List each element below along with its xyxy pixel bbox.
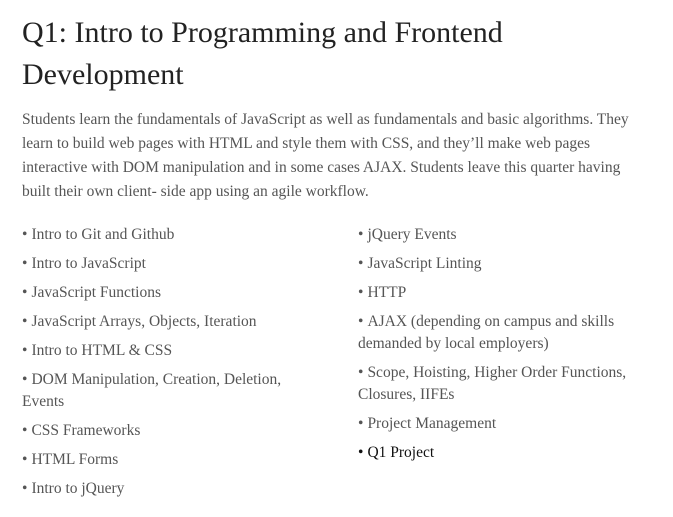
topic-label: Intro to Git and Github	[31, 226, 175, 243]
topic-item	[358, 253, 648, 275]
quarter-section	[22, 12, 662, 497]
topic-item	[358, 413, 648, 435]
topic-item	[22, 478, 312, 500]
topic-label: JavaScript Functions	[31, 284, 162, 301]
bullet-icon: •	[22, 480, 28, 497]
topic-label: JavaScript Arrays, Objects, Iteration	[31, 313, 257, 330]
page-title	[22, 12, 662, 96]
topic-item	[22, 369, 312, 413]
bullet-icon: •	[22, 422, 28, 439]
bullet-icon: •	[22, 313, 28, 330]
topic-item	[358, 362, 648, 406]
topic-label: Intro to jQuery	[31, 480, 125, 497]
bullet-icon: •	[358, 226, 364, 243]
bullet-icon: •	[22, 371, 28, 388]
topic-label: Q1 Project	[367, 444, 435, 461]
bullet-icon: •	[22, 451, 28, 468]
topic-label: CSS Frameworks	[31, 422, 141, 439]
topic-item	[22, 449, 312, 471]
topic-label: HTTP	[367, 284, 407, 301]
topic-item	[22, 311, 312, 333]
topic-label: Intro to JavaScript	[31, 255, 146, 272]
quarter-label: Q1:	[22, 16, 67, 49]
bullet-icon: •	[22, 342, 28, 359]
bullet-icon: •	[358, 313, 364, 330]
quarter-description: Students learn the fundamentals of JavaScript as well as fundamentals and basic algorithms. They learn to build web pages with HTML and style them with CSS, and they’ll make web pages interactive with DOM manipulation and in some cases AJAX. Students leave this quarter having built their own client- side app using an agile workflow.	[22, 111, 629, 200]
bullet-icon: •	[358, 255, 364, 272]
topic-item	[22, 420, 312, 442]
topic-item	[22, 224, 312, 246]
topic-label: DOM Manipulation, Creation, Deletion, Events	[22, 371, 282, 410]
bullet-icon: •	[22, 255, 28, 272]
topic-item	[358, 224, 648, 246]
topic-label: Intro to HTML & CSS	[31, 342, 173, 359]
topic-label: AJAX (depending on campus and skills demanded by local employers)	[358, 313, 615, 352]
topic-item-current	[358, 442, 648, 464]
bullet-icon: •	[22, 226, 28, 243]
bullet-icon: •	[358, 364, 364, 381]
bullet-icon: •	[358, 444, 364, 461]
bullet-icon: •	[22, 284, 28, 301]
topic-item	[22, 340, 312, 362]
quarter-title: Intro to Programming and Frontend Development	[22, 16, 503, 91]
topic-label: HTML Forms	[31, 451, 119, 468]
topic-label: jQuery Events	[367, 226, 457, 243]
topic-item	[358, 311, 648, 355]
topic-label: Scope, Hoisting, Higher Order Functions, Closures, IIFEs	[358, 364, 627, 403]
topic-list-right	[358, 224, 648, 471]
topic-label: Project Management	[367, 415, 497, 432]
topic-list-left	[22, 224, 312, 507]
topic-item	[358, 282, 648, 304]
topic-label: JavaScript Linting	[367, 255, 482, 272]
topic-item	[22, 282, 312, 304]
bullet-icon: •	[358, 415, 364, 432]
bullet-icon: •	[358, 284, 364, 301]
topic-item	[22, 253, 312, 275]
